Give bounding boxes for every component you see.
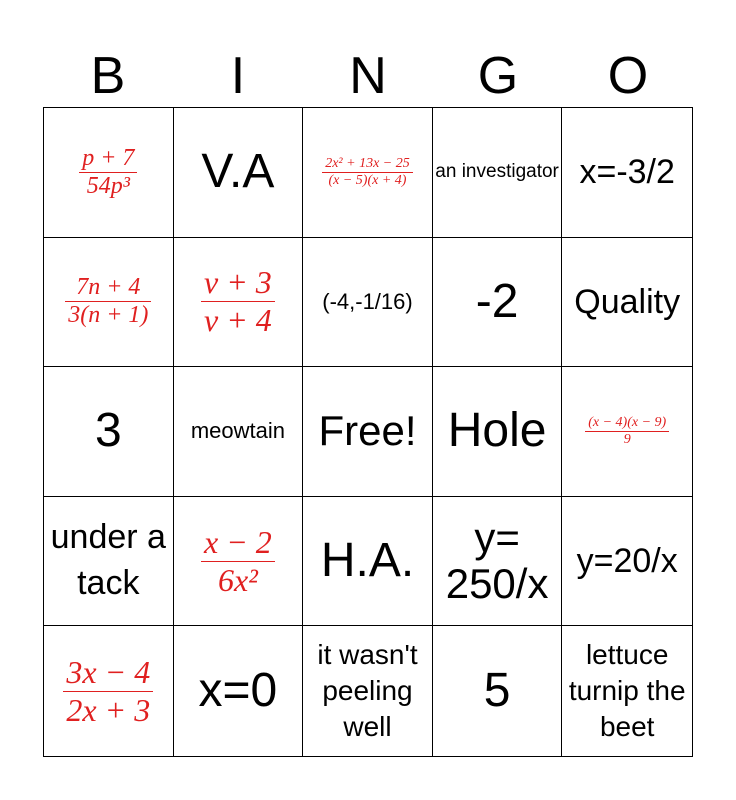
fraction [65, 274, 151, 329]
header-letter-b: B [90, 47, 126, 105]
fraction-numerator: 2x² + 13x − 25 [325, 155, 410, 171]
cell-r3c2[interactable] [174, 367, 304, 497]
cell-r1c1[interactable] [44, 108, 174, 238]
cell-text: an investigator [435, 161, 559, 183]
cell-text: H.A. [320, 533, 415, 587]
cell-r1c5[interactable] [562, 108, 692, 238]
fraction-denominator: (x − 5)(x + 4) [328, 172, 407, 188]
cell-text: it wasn't peeling well [317, 638, 418, 743]
cell-r1c4[interactable] [433, 108, 563, 238]
cell-text: meowtain [190, 418, 285, 444]
fraction-numerator: (x − 4)(x − 9) [588, 414, 667, 430]
cell-r2c4[interactable] [433, 238, 563, 368]
cell-text: x=0 [198, 664, 278, 717]
header-letter-g: G [477, 47, 519, 105]
bingo-grid [43, 107, 693, 757]
fraction [322, 156, 413, 189]
fraction [79, 145, 137, 200]
fraction-numerator: v + 3 [203, 264, 272, 301]
cell-r2c3[interactable] [303, 238, 433, 368]
fraction-denominator: 3(n + 1) [68, 302, 149, 329]
cell-r5c1[interactable] [44, 626, 174, 756]
fraction [585, 415, 669, 448]
cell-text: lettuce turnip the beet [568, 638, 686, 743]
cell-text: y=20/x [576, 542, 678, 581]
fraction-numerator: p + 7 [82, 144, 135, 171]
cell-text: Free! [318, 407, 417, 455]
fraction-numerator: 7n + 4 [76, 274, 141, 301]
cell-text: V.A [201, 145, 275, 199]
cell-r5c2[interactable] [174, 626, 304, 756]
cell-text: 5 [483, 664, 511, 717]
header-letter-o: O [607, 47, 649, 105]
cell-text: x=-3/2 [579, 153, 675, 192]
cell-text: 3 [94, 404, 122, 458]
cell-r4c5[interactable] [562, 497, 692, 627]
cell-r2c1[interactable] [44, 238, 174, 368]
fraction-numerator: 3x − 4 [66, 653, 151, 690]
cell-r4c4[interactable] [433, 497, 563, 627]
bingo-header [43, 44, 693, 108]
cell-text: Quality [574, 282, 681, 321]
cell-r3c4[interactable] [433, 367, 563, 497]
fraction [201, 524, 275, 599]
header-letter-n: N [349, 47, 387, 105]
fraction-denominator: 54p³ [86, 172, 130, 199]
cell-text: y= 250/x [445, 513, 549, 608]
fraction-numerator: x − 2 [203, 523, 272, 560]
cell-r3c5[interactable] [562, 367, 692, 497]
header-letter-i: I [230, 47, 246, 105]
fraction-denominator: v + 4 [203, 302, 272, 339]
cell-r3c3[interactable] [303, 367, 433, 497]
cell-r2c5[interactable] [562, 238, 692, 368]
fraction [201, 264, 275, 339]
cell-r5c4[interactable] [433, 626, 563, 756]
fraction-denominator: 2x + 3 [66, 691, 151, 728]
cell-text: Hole [447, 404, 547, 458]
fraction [63, 654, 153, 729]
cell-r4c1[interactable] [44, 497, 174, 627]
cell-r5c3[interactable] [303, 626, 433, 756]
cell-text: -2 [475, 274, 519, 328]
cell-r2c2[interactable] [174, 238, 304, 368]
cell-text: under a tack [50, 518, 166, 603]
cell-r4c2[interactable] [174, 497, 304, 627]
cell-r3c1[interactable] [44, 367, 174, 497]
fraction-denominator: 6x² [217, 561, 258, 598]
cell-r5c5[interactable] [562, 626, 692, 756]
cell-r1c3[interactable] [303, 108, 433, 238]
fraction-denominator: 9 [623, 431, 631, 447]
cell-r4c3[interactable] [303, 497, 433, 627]
cell-r1c2[interactable] [174, 108, 304, 238]
cell-text: (-4,-1/16) [322, 288, 413, 314]
